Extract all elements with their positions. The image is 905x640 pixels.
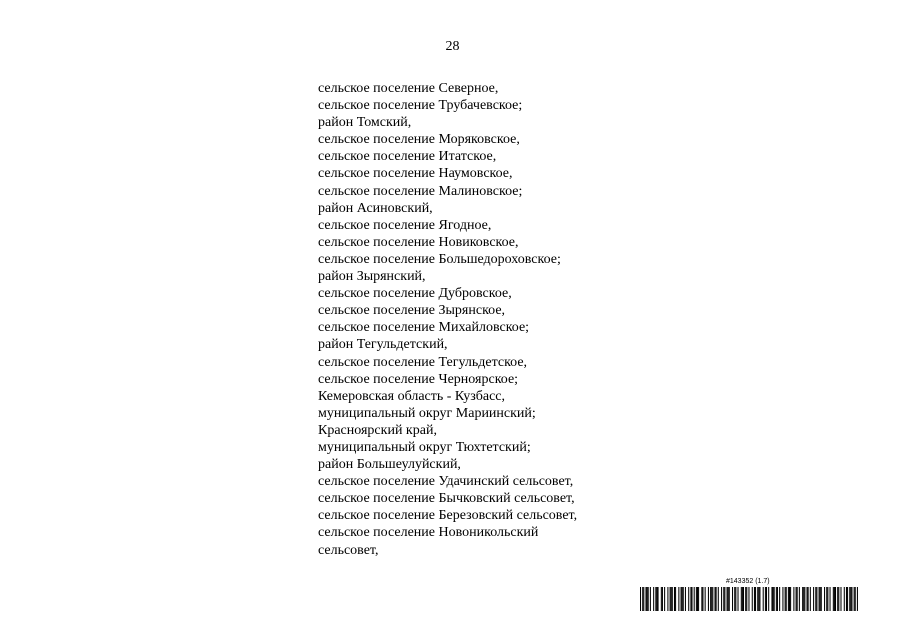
barcode-bar [850,587,851,611]
text-line: сельское поселение Новиковское, [318,234,519,250]
barcode-bar [763,587,764,611]
text-line: сельское поселение Северное, [318,81,499,96]
barcode-bar [808,587,809,611]
barcode-bar [664,587,665,611]
barcode-bar [728,587,729,611]
barcode-bar [685,587,686,611]
barcode-bar [682,587,683,611]
barcode-bar [774,587,775,611]
barcode-bar [645,587,646,611]
barcode-bar [830,587,831,611]
text-line: сельское поселение Удачинский сельсовет, [318,474,574,490]
barcode-bar [776,587,777,611]
barcode-bar [755,587,756,611]
barcode [640,587,858,611]
barcode-bar [721,587,722,611]
text-line: сельское поселение Дубровское, [318,286,512,302]
barcode-caption: #143352 (1.7) [726,578,770,585]
barcode-bar [835,587,836,611]
document-body [318,80,577,559]
barcode-bar [696,587,697,611]
barcode-bar [758,587,759,611]
barcode-bar [827,587,828,611]
text-line: Красноярский край, [318,422,437,438]
barcode-bar [824,587,825,611]
barcode-bar [821,587,822,611]
barcode-bar [667,587,668,611]
barcode-bar [826,587,827,611]
barcode-bar [768,587,769,611]
barcode-bar [855,587,856,611]
barcode-bar [658,587,659,611]
text-line: сельское поселение Большедороховское; [318,251,561,267]
barcode-bar [732,587,733,611]
barcode-bar [640,587,641,611]
barcode-bar [705,587,706,611]
barcode-bar [734,587,735,611]
text-line: сельское поселение Михайловское; [318,320,530,336]
barcode-bar [701,587,702,611]
barcode-bar [727,587,728,611]
text-line: муниципальный округ Мариинский; [318,405,536,421]
text-line: сельское поселение Березовский сельсовет, [318,508,578,524]
barcode-bar [735,587,736,611]
barcode-bar [854,587,855,611]
barcode-bar [820,587,821,611]
barcode-bar [746,587,747,611]
text-line: сельское поселение Тегульдетское, [318,354,528,370]
barcode-bar [833,587,834,611]
barcode-bar [803,587,804,611]
barcode-bar [714,587,715,611]
text-line: район Асиновский, [318,200,433,216]
barcode-bar [779,587,780,611]
barcode-bar [723,587,724,611]
barcode-bar [688,587,689,611]
barcode-bar [793,587,794,611]
barcode-bar [748,587,749,611]
barcode-bar [838,587,839,611]
barcode-bar [745,587,746,611]
text-line: район Зырянский, [318,269,426,285]
barcode-bar [672,587,673,611]
barcode-bar [754,587,755,611]
barcode-bar [741,587,742,611]
barcode-bar [697,587,698,611]
barcode-bar [655,587,656,611]
text-line: муниципальный округ Тюхтетский; [318,439,531,455]
barcode-bar [807,587,808,611]
barcode-bar [729,587,730,611]
text-line: сельское поселение Черноярское; [318,371,519,387]
barcode-bar [716,587,717,611]
barcode-block [640,578,858,614]
barcode-bar [683,587,684,611]
barcode-bar [742,587,743,611]
barcode-bar [702,587,703,611]
barcode-bar [648,587,649,611]
barcode-bar [724,587,725,611]
barcode-bar [743,587,744,611]
barcode-bar [804,587,805,611]
page-number: 28 [445,39,460,54]
text-line: сельское поселение Бычковский сельсовет, [318,491,575,507]
barcode-bar [851,587,852,611]
barcode-bar [708,587,709,611]
text-line: сельское поселение Трубачевское; [318,98,523,114]
barcode-bar [710,587,711,611]
text-line: сельское поселение Ягодное, [318,217,492,233]
barcode-bar [759,587,760,611]
text-line: район Большеулуйский, [318,457,461,473]
barcode-bar [670,587,671,611]
text-line: район Тегульдетский, [318,337,448,353]
text-line: район Томский, [318,115,412,131]
barcode-bar [846,587,847,611]
text-line: сельсовет, [318,542,379,558]
barcode-bar [694,587,695,611]
barcode-bar [656,587,657,611]
barcode-bar [712,587,713,611]
barcode-bar [711,587,712,611]
barcode-bar [815,587,816,611]
barcode-bar [718,587,719,611]
barcode-bar [737,587,738,611]
barcode-bar [847,587,848,611]
barcode-bar [647,587,648,611]
barcode-bar [757,587,758,611]
barcode-bar [796,587,797,611]
barcode-bar [674,587,675,611]
barcode-bar [788,587,789,611]
barcode-bar [766,587,767,611]
barcode-bar [662,587,663,611]
text-line: сельское поселение Итатское, [318,149,497,165]
barcode-bar [797,587,798,611]
text-line: сельское поселение Моряковское, [318,132,520,148]
barcode-bar [777,587,778,611]
barcode-bar [642,587,643,611]
barcode-bar [661,587,662,611]
barcode-bar [785,587,786,611]
barcode-bar [799,587,800,611]
text-line: сельское поселение Наумовское, [318,166,513,182]
barcode-bar [773,587,774,611]
barcode-bar [690,587,691,611]
barcode-bar [789,587,790,611]
barcode-bar [782,587,783,611]
barcode-bar [698,587,699,611]
text-line: сельское поселение Малиновское; [318,183,523,199]
barcode-bar [834,587,835,611]
barcode-bar [691,587,692,611]
barcode-bar [790,587,791,611]
barcode-bar [840,587,841,611]
text-line: Кемеровская область - Кузбасс, [318,388,506,404]
barcode-bar [837,587,838,611]
barcode-bar [810,587,811,611]
barcode-bar [650,587,651,611]
barcode-bar [675,587,676,611]
barcode-bar [653,587,654,611]
barcode-bar [671,587,672,611]
barcode-bar [849,587,850,611]
text-line: сельское поселение Зырянское, [318,303,506,319]
barcode-bar [816,587,817,611]
barcode-bar [786,587,787,611]
barcode-bar [681,587,682,611]
barcode-bar [643,587,644,611]
barcode-bar [819,587,820,611]
text-line: сельское поселение Новоникольский [318,525,539,541]
barcode-bar [813,587,814,611]
barcode-bar [752,587,753,611]
barcode-bar [678,587,679,611]
barcode-bar [844,587,845,611]
barcode-bar [857,587,858,611]
barcode-bar [802,587,803,611]
barcode-bar [771,587,772,611]
barcode-bar [765,587,766,611]
